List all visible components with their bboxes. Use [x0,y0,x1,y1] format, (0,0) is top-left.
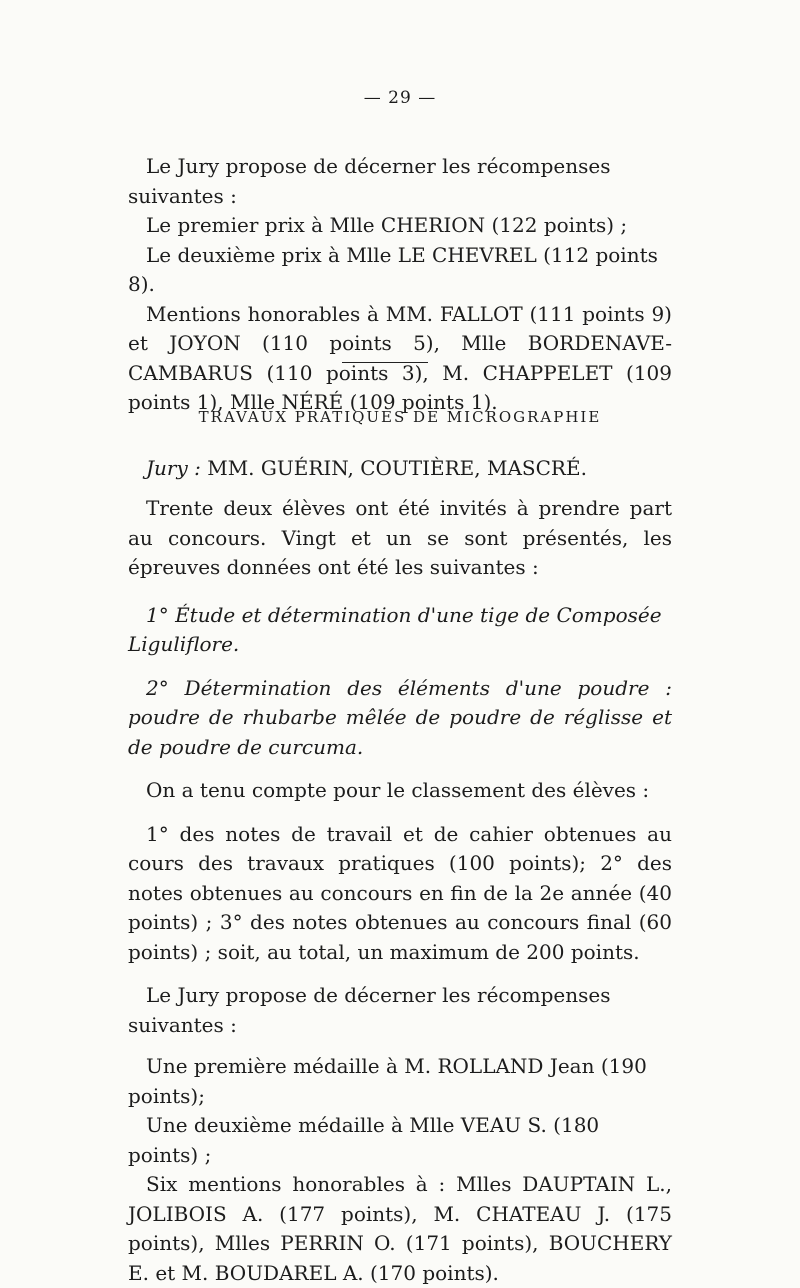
jury-members: MM. GUÉRIN, COUTIÈRE, MASCRÉ. [207,456,587,480]
first-medal: Une première médaille à M. ROLLAND Jean (190 points); [128,1054,647,1108]
jury-proposal: Le Jury propose de décerner les récompenses suivantes : [128,154,611,208]
jury-label: Jury : [146,456,201,480]
recompenses-intro: Le Jury propose de décerner les récompenses suivantes : [128,983,611,1037]
jury-line [146,456,587,480]
honorable-mentions: Mentions honorables à MM. FALLOT (111 points 9) et JOYON (110 points 5), Mlle BORDENAVE-CAMBARUS (110 points 3), M. CHAPPELET (109 points 1), Mlle NÉRÉ (109 points 1). [128,301,672,414]
classement-details: 1° des notes de travail et de cahier obtenues au cours des travaux pratiques (100 points); 2° des notes obtenues au concours en fin de la 2e année (40 points) ; 3° des notes obtenues au concours final (60 points) ; soit, au total, un maximum de 200 points. [128,821,672,964]
mentions-list: Six mentions honorables à : Mlles DAUPTAIN L., JOLIBOIS A. (177 points), M. CHATEAU J. (175 points), Mlles PERRIN O. (171 points), BOUCHERY E. et M. BOUDAREL A. (170 points). [128,1172,672,1285]
second-medal: Une deuxième médaille à Mlle VEAU S. (180 points) ; [128,1113,600,1167]
epreuve-1: 1° Étude et détermination d'une tige de Composée Liguliflore. [128,602,662,656]
section-divider [342,362,428,363]
classement-intro: On a tenu compte pour le classement des élèves : [146,778,650,802]
results-block-1 [128,152,672,418]
second-prize: Le deuxième prix à Mlle LE CHEVREL (112 points 8). [128,242,658,296]
section-title: TRAVAUX PRATIQUES DE MICROGRAPHIE [198,408,602,426]
intro-paragraph: Trente deux élèves ont été invités à prendre part au concours. Vingt et un se sont présentés, les épreuves données ont été les suivantes : [128,496,672,579]
epreuve-2: 2° Détermination des éléments d'une poudre : poudre de rhubarbe mêlée de poudre de réglisse et de poudre de curcuma. [128,675,672,759]
first-prize: Le premier prix à Mlle CHERION (122 points) ; [146,213,628,237]
page-number: — 29 — [363,88,437,108]
results-block-2 [128,494,672,1288]
